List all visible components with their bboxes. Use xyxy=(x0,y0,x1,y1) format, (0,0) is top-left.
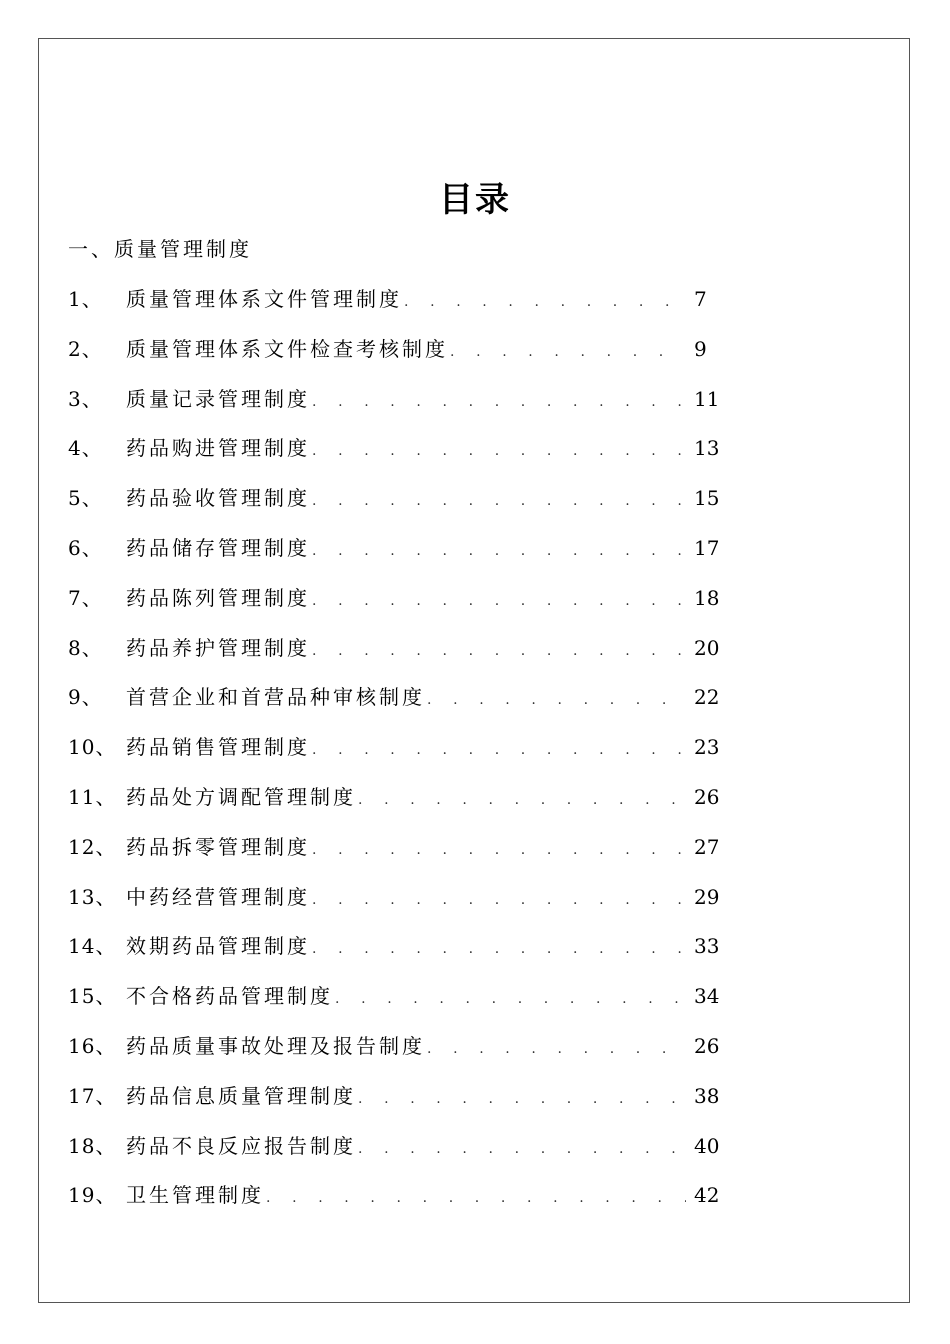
toc-entry-page-number: 34 xyxy=(694,984,720,1009)
toc-dot-leader xyxy=(358,1084,686,1114)
toc-dot-leader xyxy=(312,387,686,417)
toc-dot-leader xyxy=(312,586,686,616)
toc-entry[interactable] xyxy=(68,483,728,533)
toc-entry-page-number: 38 xyxy=(694,1083,720,1108)
toc-entry-title: 药品质量事故处理及报告制度 xyxy=(126,1033,425,1058)
toc-entry-number: 16、 xyxy=(68,1033,117,1058)
toc-dot-leader xyxy=(312,885,686,915)
toc-entry[interactable] xyxy=(68,882,728,932)
toc-entry[interactable] xyxy=(68,633,728,683)
toc-entry-number: 11、 xyxy=(68,784,117,809)
toc-entry-number: 15、 xyxy=(68,984,117,1009)
toc-entry-page-number: 9 xyxy=(694,336,707,361)
toc-entry-title: 药品验收管理制度 xyxy=(126,486,310,511)
toc-entry-number: 3、 xyxy=(68,386,103,411)
toc-dot-leader xyxy=(358,1134,686,1164)
toc-entry[interactable] xyxy=(68,1031,728,1081)
toc-entry-title: 药品处方调配管理制度 xyxy=(126,784,356,809)
toc-entry-number: 8、 xyxy=(68,635,103,660)
toc-entry-title: 首营企业和首营品种审核制度 xyxy=(126,685,425,710)
toc-entry-number: 13、 xyxy=(68,884,117,909)
toc-entry-number: 6、 xyxy=(68,535,103,560)
toc-dot-leader xyxy=(312,835,686,865)
toc-entry-title: 质量管理体系文件检查考核制度 xyxy=(126,336,448,361)
toc-entry-page-number: 11 xyxy=(694,386,720,411)
toc-entry-number: 17、 xyxy=(68,1083,117,1108)
toc-dot-leader xyxy=(450,337,686,367)
toc-entry-title: 卫生管理制度 xyxy=(126,1183,264,1208)
toc-entry[interactable] xyxy=(68,1131,728,1181)
toc-dot-leader xyxy=(358,785,686,815)
toc-entry-title: 药品储存管理制度 xyxy=(126,535,310,560)
toc-entry-page-number: 26 xyxy=(694,1033,720,1058)
toc-entry[interactable] xyxy=(68,433,728,483)
toc-entry-number: 18、 xyxy=(68,1133,117,1158)
toc-entry[interactable] xyxy=(68,931,728,981)
toc-dot-leader xyxy=(312,934,686,964)
toc-dot-leader xyxy=(312,636,686,666)
toc-dot-leader xyxy=(312,735,686,765)
toc-entry-title: 药品销售管理制度 xyxy=(126,735,310,760)
toc-entry-title: 中药经营管理制度 xyxy=(126,884,310,909)
toc-entry-number: 10、 xyxy=(68,735,117,760)
toc-entry-number: 9、 xyxy=(68,685,103,710)
toc-entry-title: 药品陈列管理制度 xyxy=(126,585,310,610)
toc-entry-title: 药品拆零管理制度 xyxy=(126,834,310,859)
toc-entry-title: 质量记录管理制度 xyxy=(126,386,310,411)
toc-entry-number: 4、 xyxy=(68,436,103,461)
toc-entry-number: 2、 xyxy=(68,336,103,361)
toc-entry-number: 12、 xyxy=(68,834,117,859)
toc-entry-page-number: 20 xyxy=(694,635,720,660)
toc-entry-number: 14、 xyxy=(68,934,117,959)
toc-entry-title: 药品不良反应报告制度 xyxy=(126,1133,356,1158)
toc-entry[interactable] xyxy=(68,832,728,882)
toc-entry-title: 质量管理体系文件管理制度 xyxy=(126,287,402,311)
toc-entry-number: 5、 xyxy=(68,486,103,511)
page-title: 目录 xyxy=(439,180,511,220)
toc-entry-page-number: 42 xyxy=(694,1183,720,1208)
toc-dot-leader xyxy=(312,536,686,566)
toc-entry[interactable] xyxy=(68,981,728,1031)
toc-entry-page-number: 23 xyxy=(694,735,720,760)
toc-entry[interactable] xyxy=(68,782,728,832)
toc-dot-leader xyxy=(427,1034,686,1064)
toc-entry-title: 药品信息质量管理制度 xyxy=(126,1083,356,1108)
toc-dot-leader xyxy=(427,685,686,715)
toc-dot-leader xyxy=(266,1183,686,1213)
toc-entry[interactable] xyxy=(68,732,728,782)
toc-entry-number: 19、 xyxy=(68,1183,117,1208)
toc-dot-leader xyxy=(312,486,686,516)
toc-list xyxy=(68,284,728,1230)
toc-entry[interactable] xyxy=(68,1180,728,1230)
toc-entry[interactable] xyxy=(68,583,728,633)
toc-entry-page-number: 29 xyxy=(694,884,720,909)
toc-entry-page-number: 26 xyxy=(694,784,720,809)
toc-dot-leader xyxy=(335,984,686,1014)
toc-entry[interactable] xyxy=(68,682,728,732)
toc-entry-page-number: 22 xyxy=(694,685,720,710)
toc-entry-title: 药品购进管理制度 xyxy=(126,436,310,461)
toc-dot-leader xyxy=(312,436,686,466)
toc-entry-page-number: 15 xyxy=(694,486,720,511)
toc-entry-title: 药品养护管理制度 xyxy=(126,635,310,660)
toc-entry-number: 7、 xyxy=(68,585,103,610)
toc-entry[interactable] xyxy=(68,334,728,384)
toc-entry-title: 不合格药品管理制度 xyxy=(126,984,333,1009)
toc-entry-page-number: 18 xyxy=(694,585,720,610)
toc-entry-page-number: 17 xyxy=(694,535,720,560)
toc-entry-page-number: 13 xyxy=(694,436,720,461)
section-heading: 一、质量管理制度 xyxy=(68,237,252,261)
toc-entry-title: 效期药品管理制度 xyxy=(126,934,310,959)
toc-entry[interactable] xyxy=(68,284,728,334)
toc-entry[interactable] xyxy=(68,533,728,583)
toc-entry-page-number: 33 xyxy=(694,934,720,959)
toc-dot-leader xyxy=(404,287,686,317)
toc-entry-page-number: 40 xyxy=(694,1133,720,1158)
toc-entry-page-number: 7 xyxy=(694,287,707,311)
toc-entry-page-number: 27 xyxy=(694,834,720,859)
toc-entry[interactable] xyxy=(68,384,728,434)
toc-entry[interactable] xyxy=(68,1081,728,1131)
toc-entry-number: 1、 xyxy=(68,287,103,311)
